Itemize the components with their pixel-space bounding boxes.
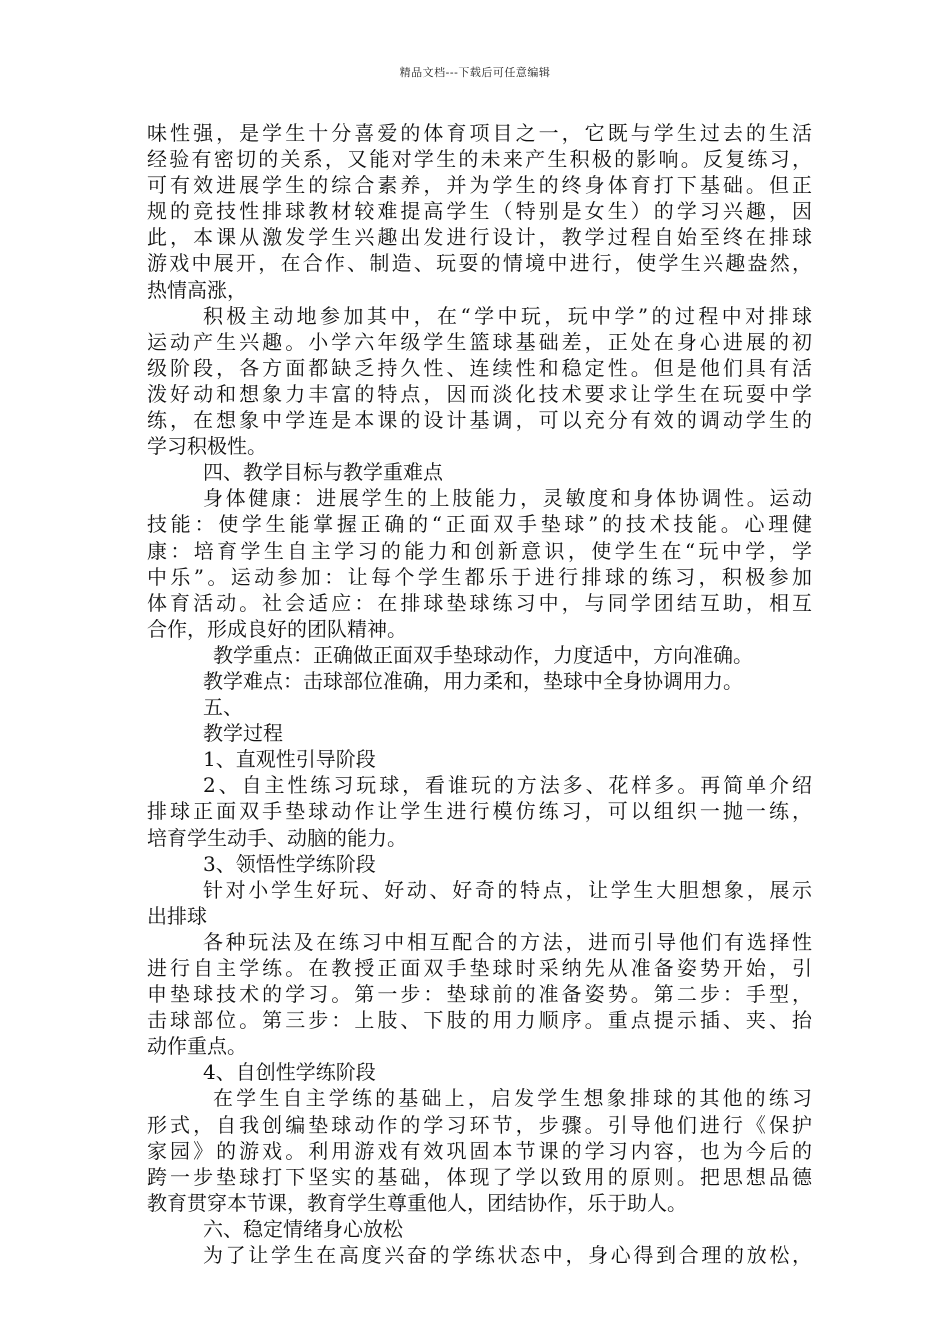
text-line: 合作，形成良好的团队精神。 xyxy=(147,616,407,641)
text-line: 规的竞技性排球教材较难提高学生（特别是女生）的学习兴趣，因 xyxy=(147,199,812,224)
text-line: 1、直观性引导阶段 xyxy=(203,747,376,772)
text-line: 味性强，是学生十分喜爱的体育项目之一，它既与学生过去的生活 xyxy=(147,121,812,145)
text-line: 可有效进展学生的综合素养，并为学生的终身体育打下基础。但正 xyxy=(147,173,812,198)
text-line: 身体健康：进展学生的上肢能力，灵敏度和身体协调性。运动 xyxy=(203,486,812,511)
text-line: 排球正面双手垫球动作让学生进行模仿练习，可以组织一抛一练， xyxy=(147,799,812,824)
text-line: 教学过程 xyxy=(203,721,283,746)
text-line: 六、稳定情绪身心放松 xyxy=(203,1216,403,1241)
text-line: 级阶段，各方面都缺乏持久性、连续性和稳定性。但是他们具有活 xyxy=(147,355,812,380)
text-line: 家园》的游戏。利用游戏有效巩固本节课的学习内容，也为今后的 xyxy=(147,1138,812,1163)
text-line: 动作重点。 xyxy=(147,1034,247,1059)
text-line: 此，本课从激发学生兴趣出发进行设计，教学过程自始至终在排球 xyxy=(147,225,812,250)
text-line: 形式，自我创编垫球动作的学习环节，步骤。引导他们进行《保护 xyxy=(147,1112,812,1137)
text-line: 泼好动和想象力丰富的特点，因而淡化技术要求让学生在玩耍中学 xyxy=(147,381,812,406)
text-line: 热情高涨， xyxy=(147,277,247,302)
text-line: 积极主动地参加其中，在“学中玩，玩中学”的过程中对排球 xyxy=(203,303,812,328)
text-line: 2、自主性练习玩球，看谁玩的方法多、花样多。再简单介绍 xyxy=(203,773,812,798)
text-line: 经验有密切的关系，又能对学生的未来产生积极的影响。反复练习， xyxy=(147,147,812,172)
text-line: 教学难点：击球部位准确，用力柔和，垫球中全身协调用力。 xyxy=(203,668,743,693)
text-line: 击球部位。第三步：上肢、下肢的用力顺序。重点提示插、夹、抬 xyxy=(147,1008,812,1033)
text-line: 在学生自主学练的基础上，启发学生想象排球的其他的练习 xyxy=(213,1086,812,1111)
text-line: 3、领悟性学练阶段 xyxy=(203,851,376,876)
text-line: 技能：使学生能掌握正确的“正面双手垫球”的技术技能。心理健 xyxy=(147,512,812,537)
document-body xyxy=(147,120,812,1268)
text-line: 针对小学生好玩、好动、好奇的特点，让学生大胆想象，展示 xyxy=(203,877,812,902)
text-line: 中乐”。运动参加：让每个学生都乐于进行排球的练习，积极参加 xyxy=(147,564,812,589)
text-line: 康：培育学生自主学习的能力和创新意识，使学生在“玩中学，学 xyxy=(147,538,812,563)
text-line: 游戏中展开，在合作、制造、玩耍的情境中进行，使学生兴趣盎然， xyxy=(147,251,812,276)
text-line: 教育贯穿本节课，教育学生尊重他人，团结协作，乐于助人。 xyxy=(147,1190,687,1215)
text-line: 进行自主学练。在教授正面双手垫球时采纳先从准备姿势开始，引 xyxy=(147,956,812,980)
text-line: 体育活动。社会适应：在排球垫球练习中，与同学团结互助，相互 xyxy=(147,590,812,615)
text-line: 为了让学生在高度兴奋的学练状态中，身心得到合理的放松， xyxy=(203,1243,812,1268)
text-line: 跨一步垫球打下坚实的基础，体现了学以致用的原则。把思想品德 xyxy=(147,1164,812,1189)
text-line: 申垫球技术的学习。第一步：垫球前的准备姿势。第二步：手型， xyxy=(147,982,812,1007)
text-line: 教学重点：正确做正面双手垫球动作，力度适中，方向准确。 xyxy=(213,642,753,667)
text-line: 四、教学目标与教学重难点 xyxy=(203,460,443,485)
text-line: 学习积极性。 xyxy=(147,434,267,459)
text-line: 运动产生兴趣。小学六年级学生篮球基础差，正处在身心进展的初 xyxy=(147,329,812,354)
text-line: 练，在想象中学连是本课的设计基调，可以充分有效的调动学生的 xyxy=(147,408,812,433)
text-line: 培育学生动手、动脑的能力。 xyxy=(147,825,407,850)
text-line: 五、 xyxy=(203,695,243,720)
text-line: 出排球 xyxy=(147,903,207,928)
text-line: 各种玩法及在练习中相互配合的方法，进而引导他们有选择性 xyxy=(203,929,812,954)
page-header: 精品文档---下载后可任意编辑 xyxy=(399,66,551,79)
text-line: 4、自创性学练阶段 xyxy=(203,1060,376,1085)
